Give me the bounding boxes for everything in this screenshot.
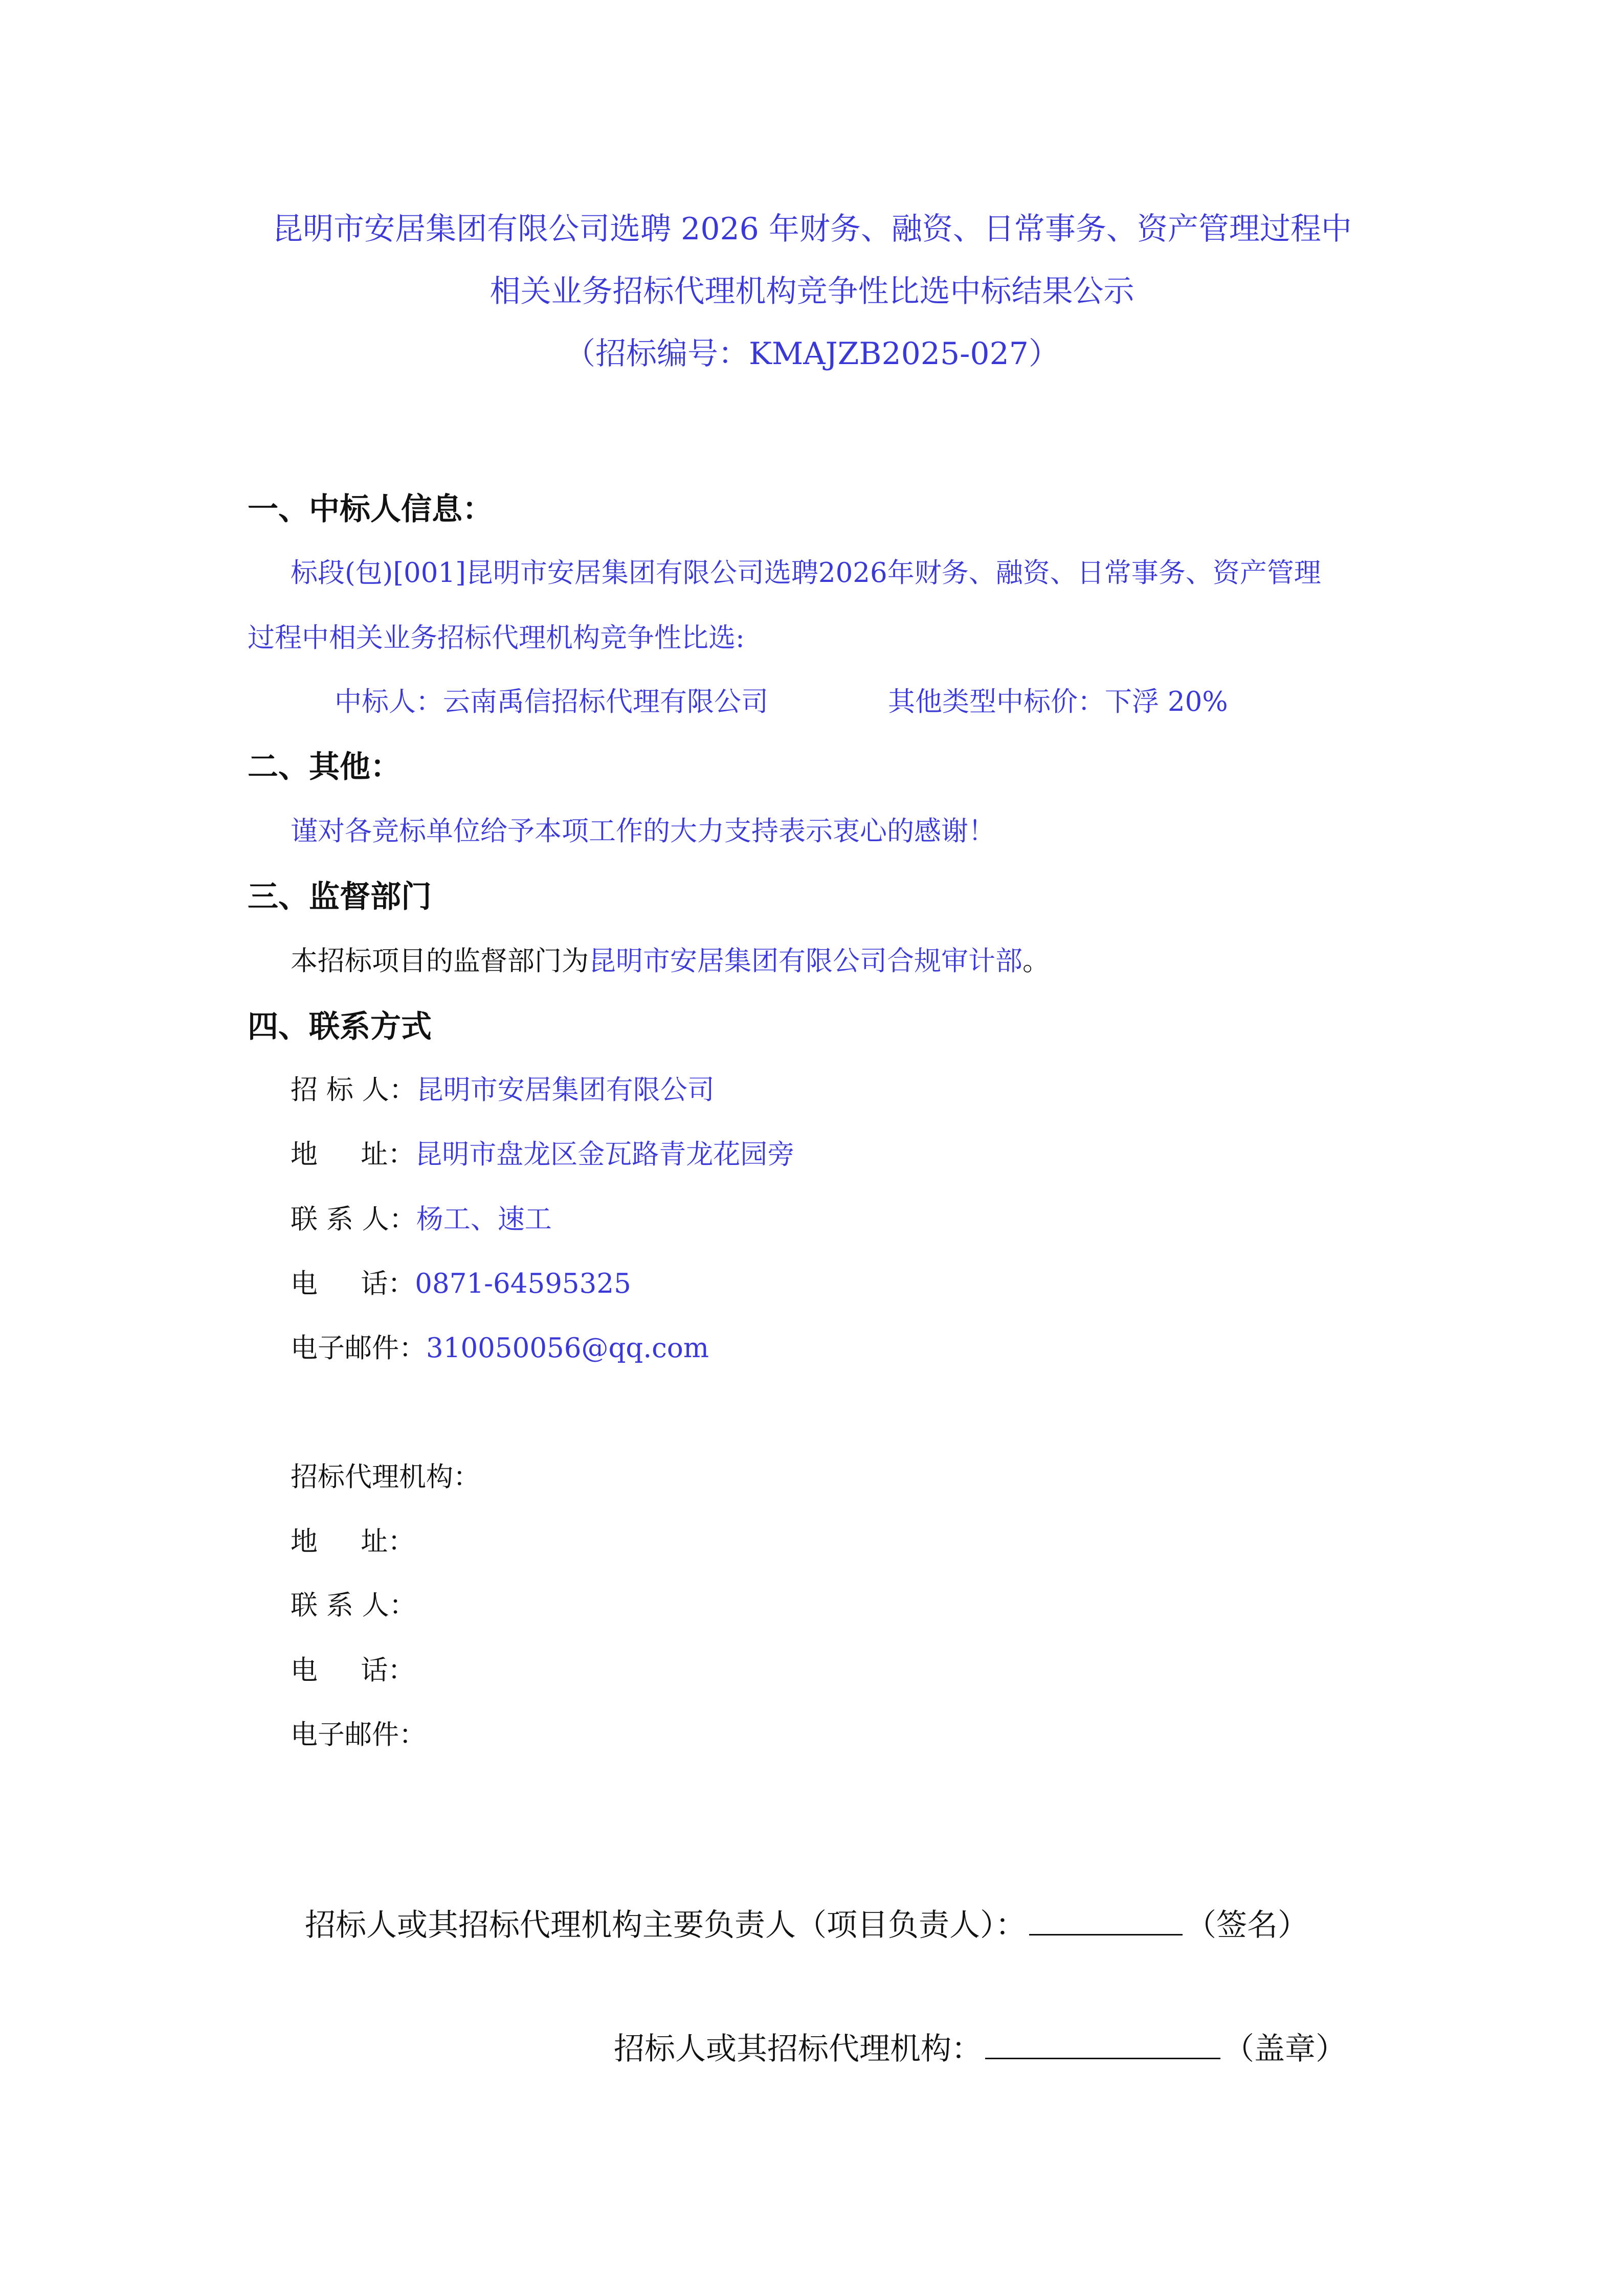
thanks-text: 谨对各竞标单位给予本项工作的大力支持表示衷心的感谢！ — [291, 816, 995, 847]
section-heading-other: 二、其他： — [248, 749, 401, 785]
winner-label: 中标人： — [335, 686, 443, 717]
contact-value: 0871-64595325 — [415, 1268, 631, 1299]
seal-suffix: （盖章） — [1223, 2031, 1346, 2067]
agency-row-contact-person: 联 系 人： — [291, 1590, 416, 1621]
supervision-suffix: 。 — [1022, 946, 1050, 977]
lot-description-line-2: 过程中相关业务招标代理机构竞争性比选: — [248, 622, 745, 654]
supervision-text — [291, 948, 1050, 975]
signature-blank[interactable] — [1029, 1907, 1183, 1935]
contact-row-tenderer — [291, 1076, 715, 1104]
contact-row-address — [291, 1141, 794, 1168]
contact-label: 联 系 人： — [291, 1204, 416, 1235]
section-heading-contact: 四、联系方式 — [248, 1009, 432, 1045]
seal-blank[interactable] — [985, 2031, 1220, 2059]
agency-row-address: 地 址： — [291, 1526, 415, 1557]
section-heading-winner-info: 一、中标人信息： — [248, 491, 493, 527]
contact-value: 杨工、速工 — [416, 1204, 552, 1235]
lot-description-line-1: 标段(包)[001]昆明市安居集团有限公司选聘2026年财务、融资、日常事务、资产管理 — [291, 557, 1321, 589]
section-heading-supervision: 三、监督部门 — [248, 879, 432, 915]
contact-label: 电 话： — [291, 1268, 415, 1299]
document-title-line-2: 相关业务招标代理机构竞争性比选中标结果公示 — [490, 274, 1134, 309]
winner-line — [335, 688, 768, 715]
price-label: 其他类型中标价： — [888, 686, 1105, 717]
seal-line — [614, 2031, 1346, 2067]
contact-value: 310050056@qq.com — [426, 1333, 709, 1364]
winning-price-line — [888, 688, 1228, 715]
contact-label: 地 址： — [291, 1139, 415, 1170]
supervision-org: 昆明市安居集团有限公司合规审计部 — [589, 946, 1022, 977]
contact-value: 昆明市盘龙区金瓦路青龙花园旁 — [415, 1139, 795, 1170]
winner-value: 云南禹信招标代理有限公司 — [443, 686, 768, 717]
signature-line — [305, 1907, 1308, 1941]
contact-label: 招 标 人： — [291, 1074, 416, 1106]
agency-row-email: 电子邮件： — [291, 1719, 426, 1750]
seal-prefix: 招标人或其招标代理机构： — [614, 2031, 982, 2067]
agency-row-phone: 电 话： — [291, 1655, 415, 1686]
price-value: 下浮 20% — [1105, 686, 1228, 717]
signature-suffix: （签名） — [1186, 1907, 1308, 1943]
agency-row-name: 招标代理机构： — [291, 1461, 480, 1493]
document-title-line-1: 昆明市安居集团有限公司选聘 2026 年财务、融资、日常事务、资产管理过程中 — [272, 211, 1352, 247]
contact-row-contact-person — [291, 1206, 552, 1233]
tender-number: （招标编号：KMAJZB2025-027） — [565, 336, 1059, 372]
signature-prefix: 招标人或其招标代理机构主要负责人（项目负责人）： — [305, 1907, 1026, 1943]
contact-row-phone — [291, 1270, 631, 1297]
contact-value: 昆明市安居集团有限公司 — [416, 1074, 715, 1106]
contact-row-email — [291, 1335, 709, 1362]
supervision-prefix: 本招标项目的监督部门为 — [291, 946, 589, 977]
contact-label: 电子邮件： — [291, 1333, 426, 1364]
